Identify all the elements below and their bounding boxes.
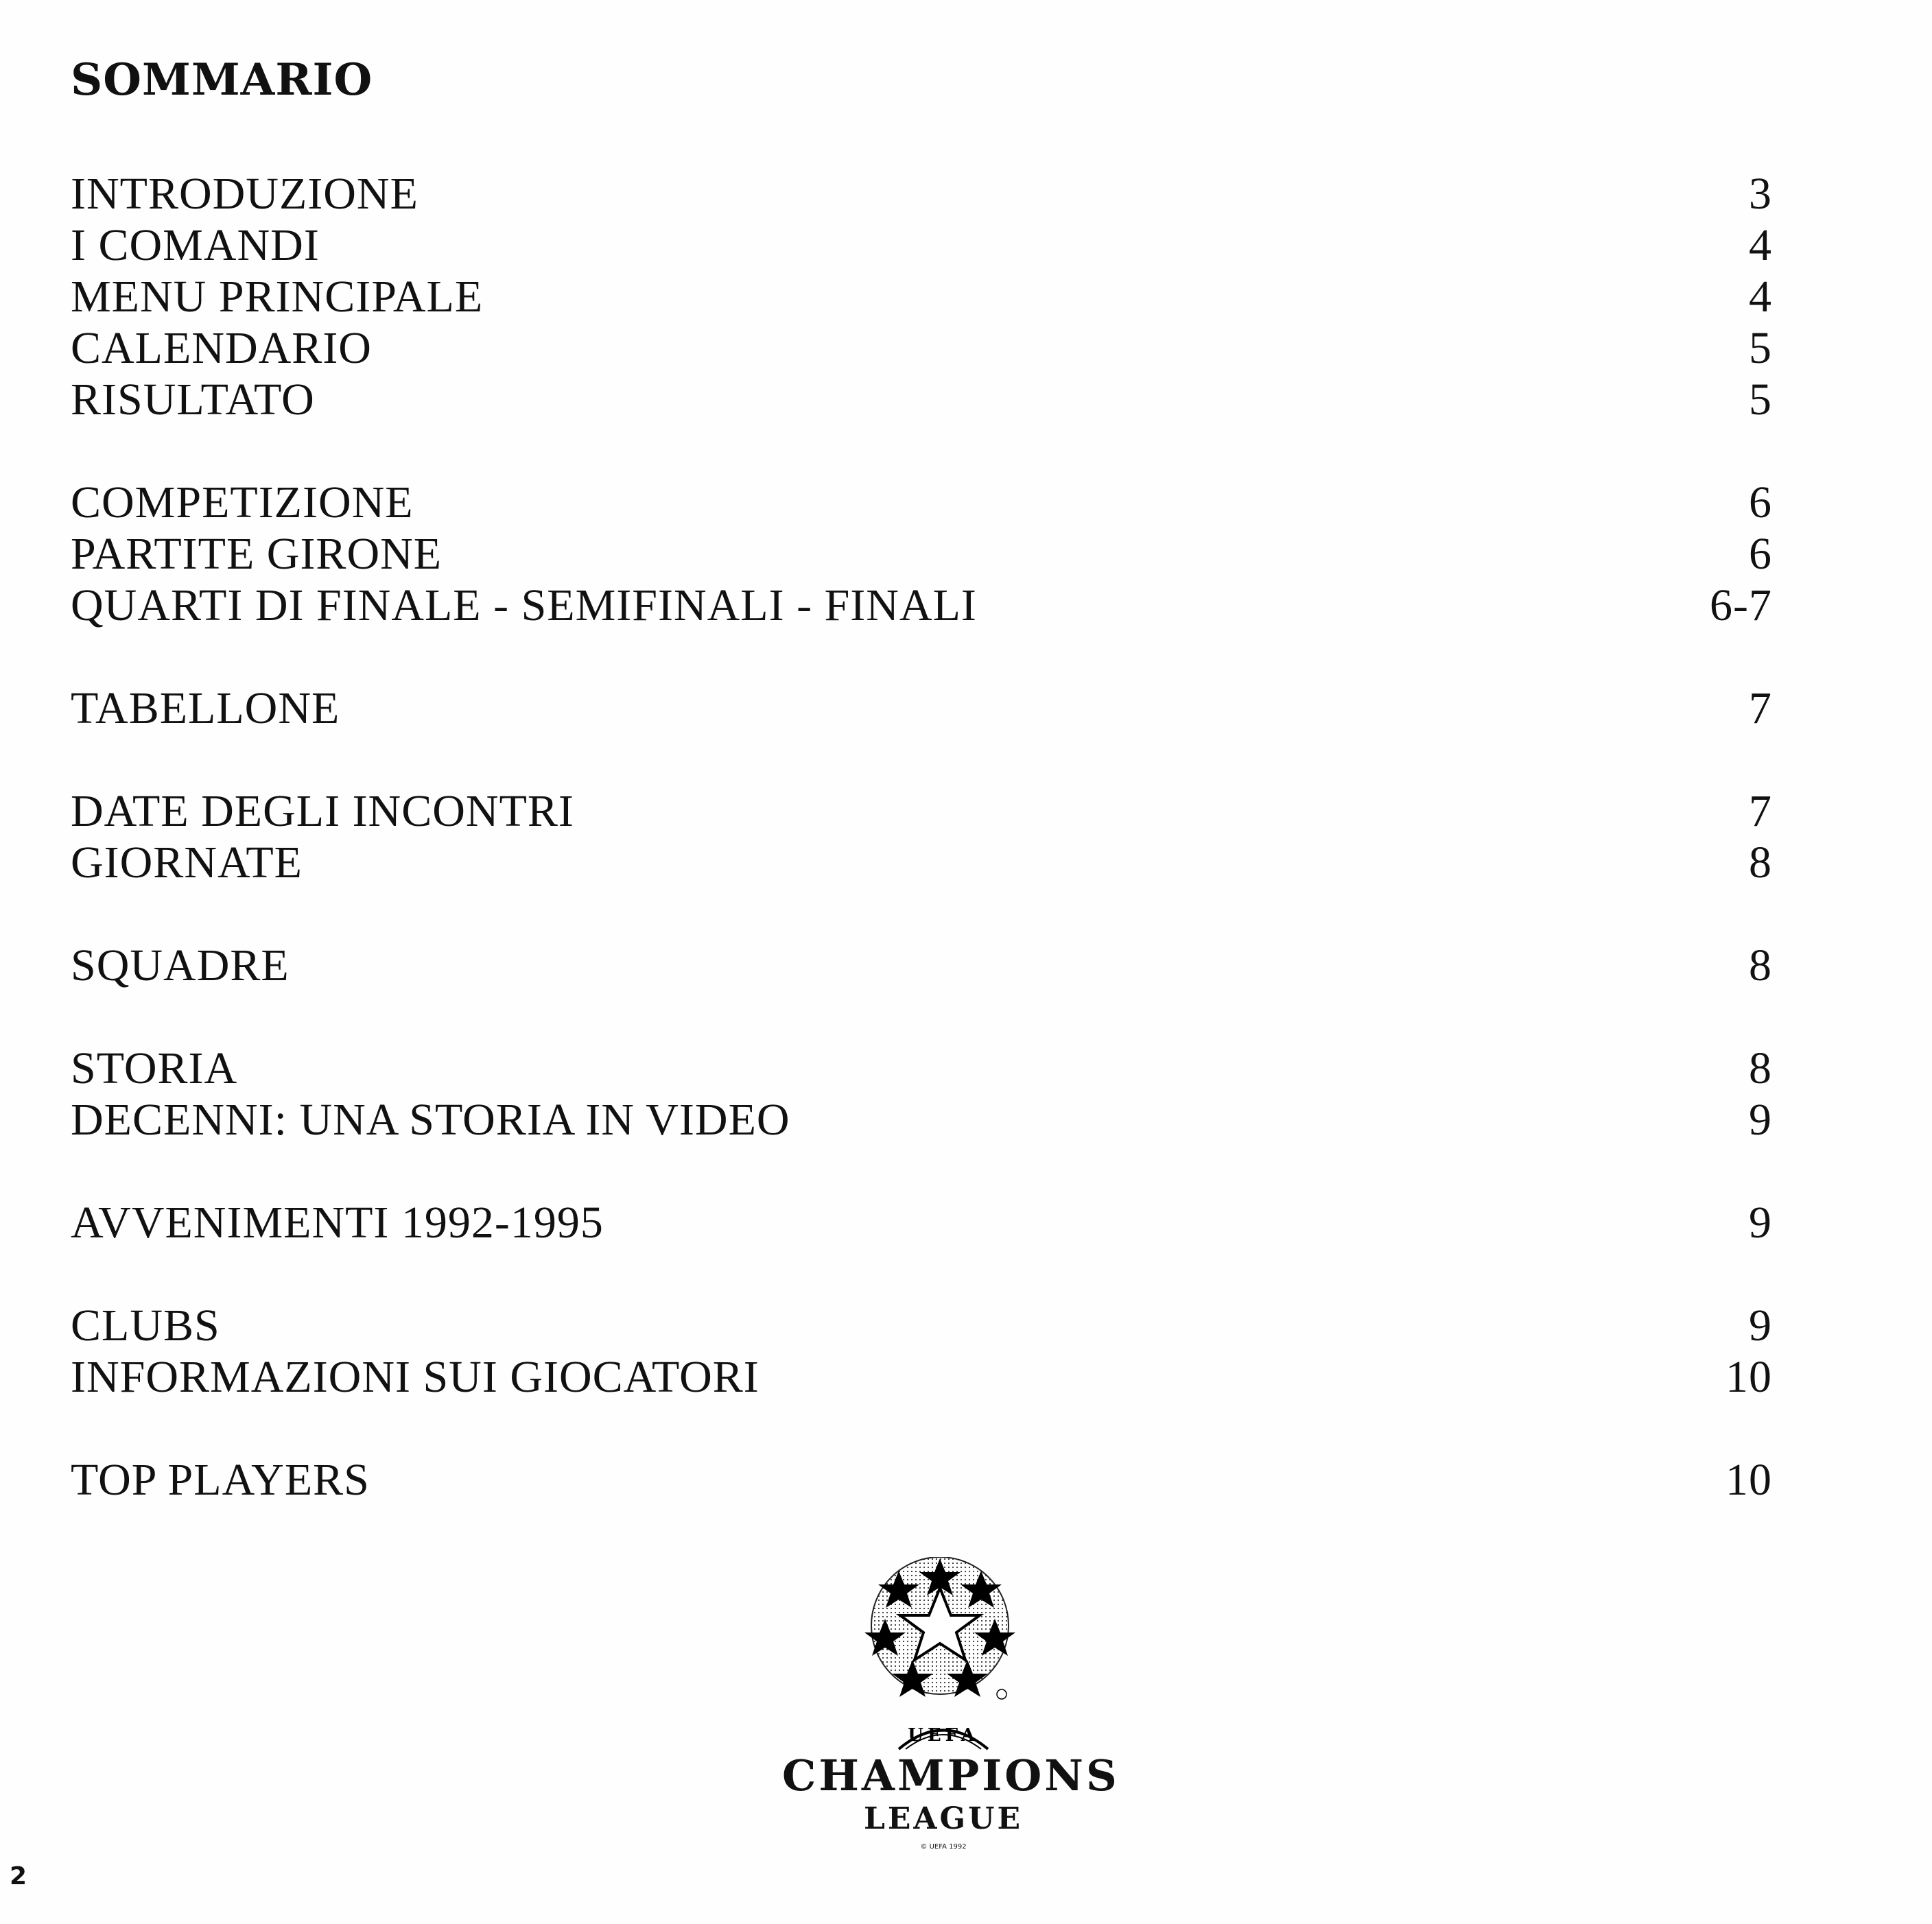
page-title: SOMMARIO <box>71 54 373 106</box>
toc-entry-page: 8 <box>1749 1043 1772 1093</box>
toc-entry-page: 4 <box>1749 220 1772 270</box>
toc-entry-page: 8 <box>1749 940 1772 990</box>
toc-entry-label: TABELLONE <box>71 683 340 733</box>
toc-entry-page: 9 <box>1749 1301 1772 1351</box>
toc-entry <box>71 938 1772 993</box>
toc-entry-label: STORIA <box>71 1043 238 1093</box>
toc-entry-label: INTRODUZIONE <box>71 169 419 219</box>
starball-icon <box>782 1557 1105 1756</box>
toc-entry <box>71 167 1772 222</box>
toc-entry-label: DECENNI: UNA STORIA IN VIDEO <box>71 1095 790 1145</box>
toc-entry <box>71 835 1772 890</box>
toc-entry <box>71 1041 1772 1096</box>
toc-entry-page: 7 <box>1749 786 1772 836</box>
toc-entry-page: 10 <box>1725 1352 1772 1402</box>
toc-entry-page: 9 <box>1749 1198 1772 1248</box>
brand-champions: CHAMPIONS <box>782 1750 1120 1801</box>
toc-entry-label: MENU PRINCIPALE <box>71 272 484 322</box>
toc-entry <box>71 1093 1772 1148</box>
brand-league: LEAGUE <box>863 1801 1024 1836</box>
toc-entry <box>71 1196 1772 1250</box>
toc-entry-label: QUARTI DI FINALE - SEMIFINALI - FINALI <box>71 580 977 630</box>
toc-entry <box>71 578 1772 633</box>
toc-entry-page: 10 <box>1725 1455 1772 1505</box>
toc-entry <box>71 681 1772 736</box>
toc-entry <box>71 784 1772 839</box>
toc-entry <box>71 372 1772 427</box>
toc-entry <box>71 527 1772 582</box>
toc-entry <box>71 1453 1772 1508</box>
toc-entry-page: 5 <box>1749 375 1772 425</box>
toc-entry-label: CALENDARIO <box>71 323 372 373</box>
toc-entry-label: PARTITE GIRONE <box>71 529 443 579</box>
toc-entry-label: CLUBS <box>71 1301 220 1351</box>
toc-entry-page: 5 <box>1749 323 1772 373</box>
uefa-arc-text: UEFA <box>908 1725 979 1746</box>
toc-entry <box>71 475 1772 530</box>
toc-entry <box>71 270 1772 324</box>
toc-entry-label: COMPETIZIONE <box>71 477 414 527</box>
toc-entry-page: 9 <box>1749 1095 1772 1145</box>
toc-entry <box>71 1350 1772 1405</box>
toc-entry <box>71 1298 1772 1353</box>
toc-entry-label: GIORNATE <box>71 838 303 888</box>
toc-entry-page: 3 <box>1749 169 1772 219</box>
toc-entry-page: 7 <box>1749 683 1772 733</box>
toc-entry-page: 6-7 <box>1710 580 1772 630</box>
toc-entry <box>71 218 1772 273</box>
toc-entry-page: 4 <box>1749 272 1772 322</box>
toc-entry-page: 6 <box>1749 477 1772 527</box>
toc-entry <box>71 321 1772 376</box>
toc-entry-label: AVVENIMENTI 1992-1995 <box>71 1198 604 1248</box>
toc-entry-label: INFORMAZIONI SUI GIOCATORI <box>71 1352 759 1402</box>
champions-league-logo <box>782 1557 1120 1873</box>
toc-entry-label: DATE DEGLI INCONTRI <box>71 786 574 836</box>
toc-entry-page: 6 <box>1749 529 1772 579</box>
toc-entry-label: RISULTATO <box>71 375 315 425</box>
toc-entry-label: TOP PLAYERS <box>71 1455 370 1505</box>
toc-entry-label: SQUADRE <box>71 940 290 990</box>
page-number: 2 <box>10 1862 27 1890</box>
toc-entry-page: 8 <box>1749 838 1772 888</box>
brand-copyright: © UEFA 1992 <box>920 1843 967 1851</box>
toc-entry-label: I COMANDI <box>71 220 320 270</box>
